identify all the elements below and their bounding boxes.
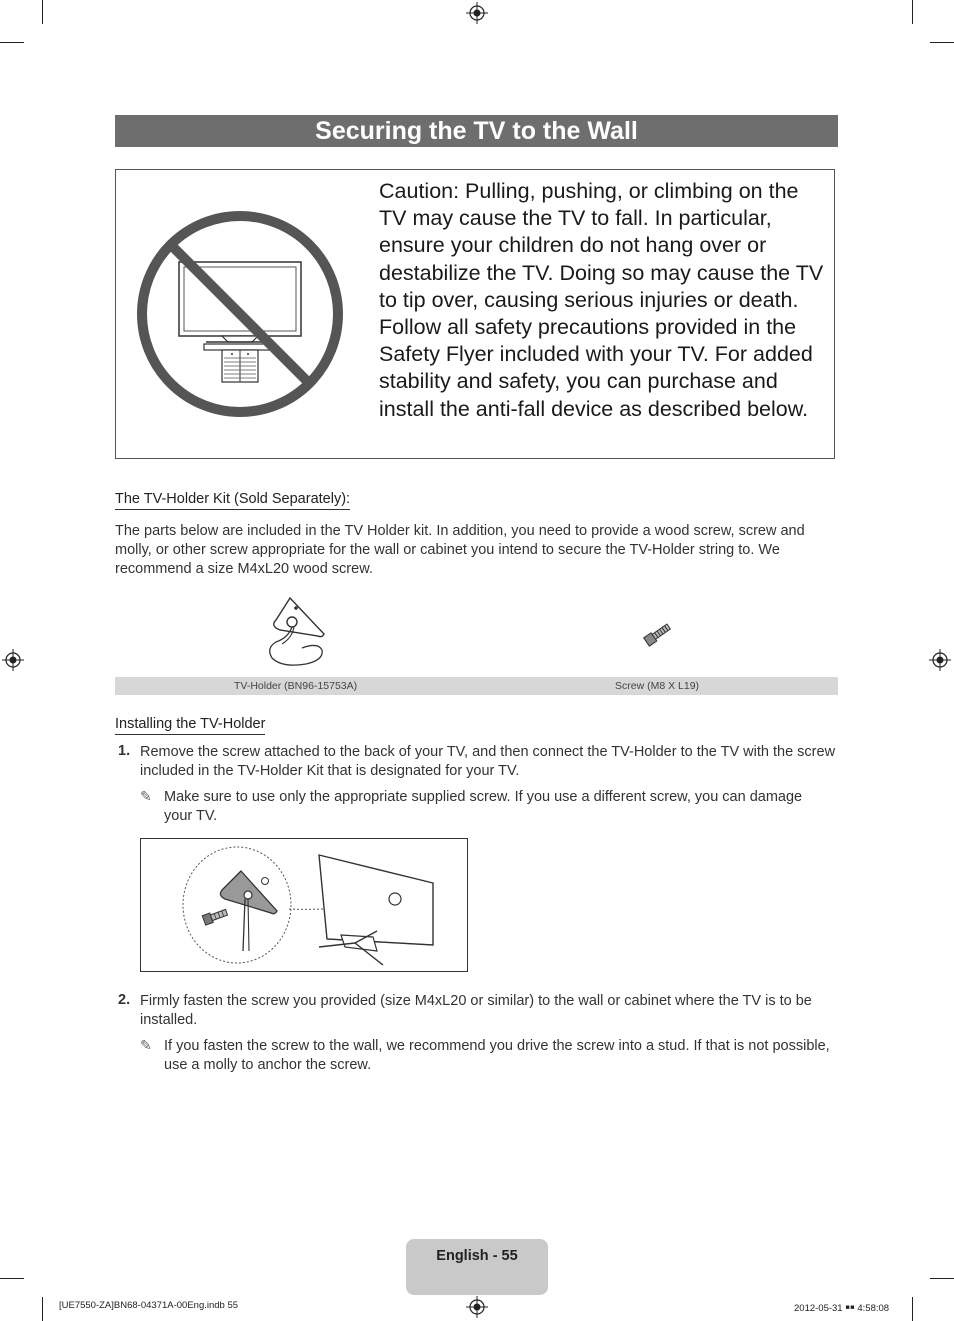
- note-pencil-icon: ✎: [140, 788, 152, 804]
- crop-mark: [0, 1278, 24, 1279]
- crop-mark: [930, 42, 954, 43]
- crop-mark: [0, 42, 24, 43]
- registration-mark-icon: [929, 649, 951, 671]
- tv-holder-installation-icon: [141, 839, 467, 971]
- no-climbing-tv-icon: [134, 208, 346, 420]
- kit-description: The parts below are included in the TV Holder kit. In addition, you need to provide a wood screw, screw and molly, or other screw appropriate for the wall or cabinet you intend to secure the TV-Holder string to. We recommend a size M4xL20 wood screw.: [115, 523, 805, 577]
- install-heading: Installing the TV-Holder: [115, 716, 265, 735]
- note-pencil-icon: ✎: [140, 1037, 152, 1053]
- crop-mark: [912, 1297, 913, 1321]
- kit-heading: The TV-Holder Kit (Sold Separately):: [115, 491, 350, 510]
- registration-mark-icon: [466, 2, 488, 24]
- step-text: Firmly fasten the screw you provided (size M4xL20 or similar) to the wall or cabinet where the TV is to be installed.: [140, 993, 812, 1028]
- footer-file-name: [UE7550-ZA]BN68-04371A-00Eng.indb 55: [59, 1300, 239, 1311]
- page-number-tab: English - 55: [406, 1239, 548, 1295]
- registration-mark-icon: [466, 1296, 488, 1318]
- crop-mark: [912, 0, 913, 24]
- tv-holder-part-label: TV-Holder (BN96-15753A): [234, 680, 358, 692]
- registration-mark-icon: [2, 649, 24, 671]
- footer-timestamp: 2012-05-31 ￭￭ 4:58:08: [794, 1303, 890, 1314]
- parts-caption-bar: [115, 677, 838, 695]
- step-number: 2.: [118, 992, 131, 1008]
- page-title: Securing the TV to the Wall: [115, 115, 838, 147]
- crop-mark: [42, 0, 43, 24]
- step-note: Make sure to use only the appropriate supplied screw. If you use a different screw, you can damage your TV.: [164, 789, 803, 824]
- step-number: 1.: [118, 743, 131, 759]
- screw-part-label: Screw (M8 X L19): [615, 680, 700, 692]
- step-note: If you fasten the screw to the wall, we recommend you drive the screw into a stud. If that is not possible, use a molly to anchor the screw.: [164, 1038, 830, 1073]
- crop-mark: [930, 1278, 954, 1279]
- step-text: Remove the screw attached to the back of your TV, and then connect the TV-Holder to the TV with the screw included in the TV-Holder Kit that is designated for your TV.: [140, 744, 836, 779]
- crop-mark: [42, 1297, 43, 1321]
- caution-text: Caution: Pulling, pushing, or climbing on the TV may cause the TV to fall. In particular, ensure your children do not hang over or destabilize the TV. Doing so may cause the TV to tip over, causing serious injuries or death. Follow all safety precautions provided in the Safety Flyer included with your TV. For added stability and safety, you can purchase and install the anti-fall device as described below.: [379, 179, 824, 421]
- tv-holder-icon: [262, 594, 330, 670]
- screw-icon: [640, 616, 676, 652]
